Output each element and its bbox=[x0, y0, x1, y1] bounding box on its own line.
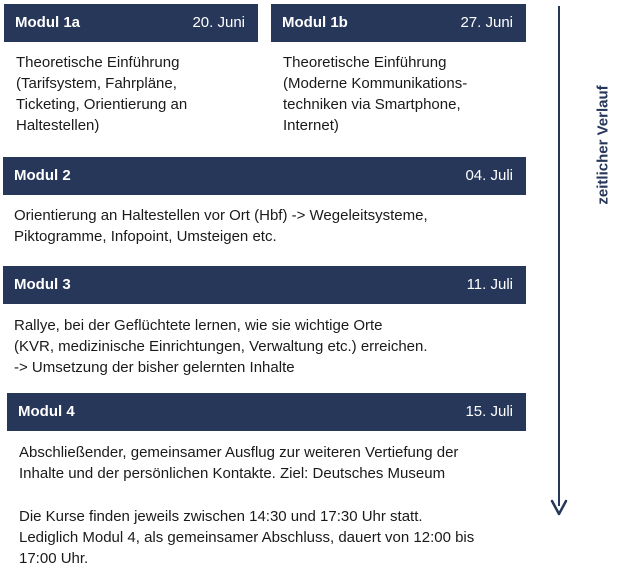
description-line: Orientierung an Haltestellen vor Ort (Hbf) -> Wegeleitsysteme, bbox=[14, 207, 428, 224]
module-2-header bbox=[3, 157, 526, 195]
description-line: Abschließender, gemeinsamer Ausflug zur weiteren Vertiefung der bbox=[19, 444, 459, 461]
module-3-header bbox=[3, 266, 526, 304]
description-line: Theoretische Einführung bbox=[16, 54, 180, 71]
description-line: Piktogramme, Infopoint, Umsteigen etc. bbox=[14, 228, 277, 245]
module-1b-date: 27. Juni bbox=[460, 14, 513, 31]
module-2-description bbox=[14, 205, 428, 247]
description-line: Theoretische Einführung bbox=[283, 54, 447, 71]
description-line: techniken via Smartphone, bbox=[283, 96, 461, 113]
module-1a-title: Modul 1a bbox=[15, 14, 81, 31]
description-line: -> Umsetzung der bisher gelernten Inhalte bbox=[14, 359, 295, 376]
module-4-description bbox=[19, 442, 458, 484]
note-line: 17:00 Uhr. bbox=[19, 550, 89, 567]
schedule-note bbox=[19, 506, 474, 569]
note-line: Lediglich Modul 4, als gemeinsamer Abschluss, dauert von 12:00 bis bbox=[19, 529, 475, 546]
description-line: Haltestellen) bbox=[16, 117, 100, 134]
note-line: Die Kurse finden jeweils zwischen 14:30 und 17:30 Uhr statt. bbox=[19, 508, 423, 525]
module-3-description bbox=[14, 315, 428, 378]
module-1a-date: 20. Juni bbox=[192, 14, 245, 31]
module-1b-title: Modul 1b bbox=[282, 14, 348, 31]
arrow-down-icon bbox=[550, 498, 568, 518]
description-line: Ticketing, Orientierung an bbox=[16, 96, 188, 113]
module-2-title: Modul 2 bbox=[14, 167, 71, 184]
module-2-date: 04. Juli bbox=[465, 167, 513, 184]
module-1b-header bbox=[271, 4, 526, 42]
description-line: (Tarifsystem, Fahrpläne, bbox=[16, 75, 177, 92]
module-1b-description bbox=[283, 52, 467, 136]
description-line: Rallye, bei der Geflüchtete lernen, wie sie wichtige Orte bbox=[14, 317, 383, 334]
module-4-date: 15. Juli bbox=[465, 403, 513, 420]
module-4-header bbox=[7, 393, 526, 431]
timeline-label: zeitlicher Verlauf bbox=[594, 85, 612, 205]
description-line: (Moderne Kommunikations- bbox=[283, 75, 468, 92]
description-line: Internet) bbox=[283, 117, 339, 134]
module-3-date: 11. Juli bbox=[466, 276, 513, 293]
module-4-title: Modul 4 bbox=[18, 403, 75, 420]
description-line: Inhalte und der persönlichen Kontakte. Ziel: Deutsches Museum bbox=[19, 465, 446, 482]
description-line: (KVR, medizinische Einrichtungen, Verwaltung etc.) erreichen. bbox=[14, 338, 428, 355]
timeline-line bbox=[558, 6, 560, 506]
module-3-title: Modul 3 bbox=[14, 276, 71, 293]
module-1a-description bbox=[16, 52, 187, 136]
module-1a-header bbox=[4, 4, 258, 42]
